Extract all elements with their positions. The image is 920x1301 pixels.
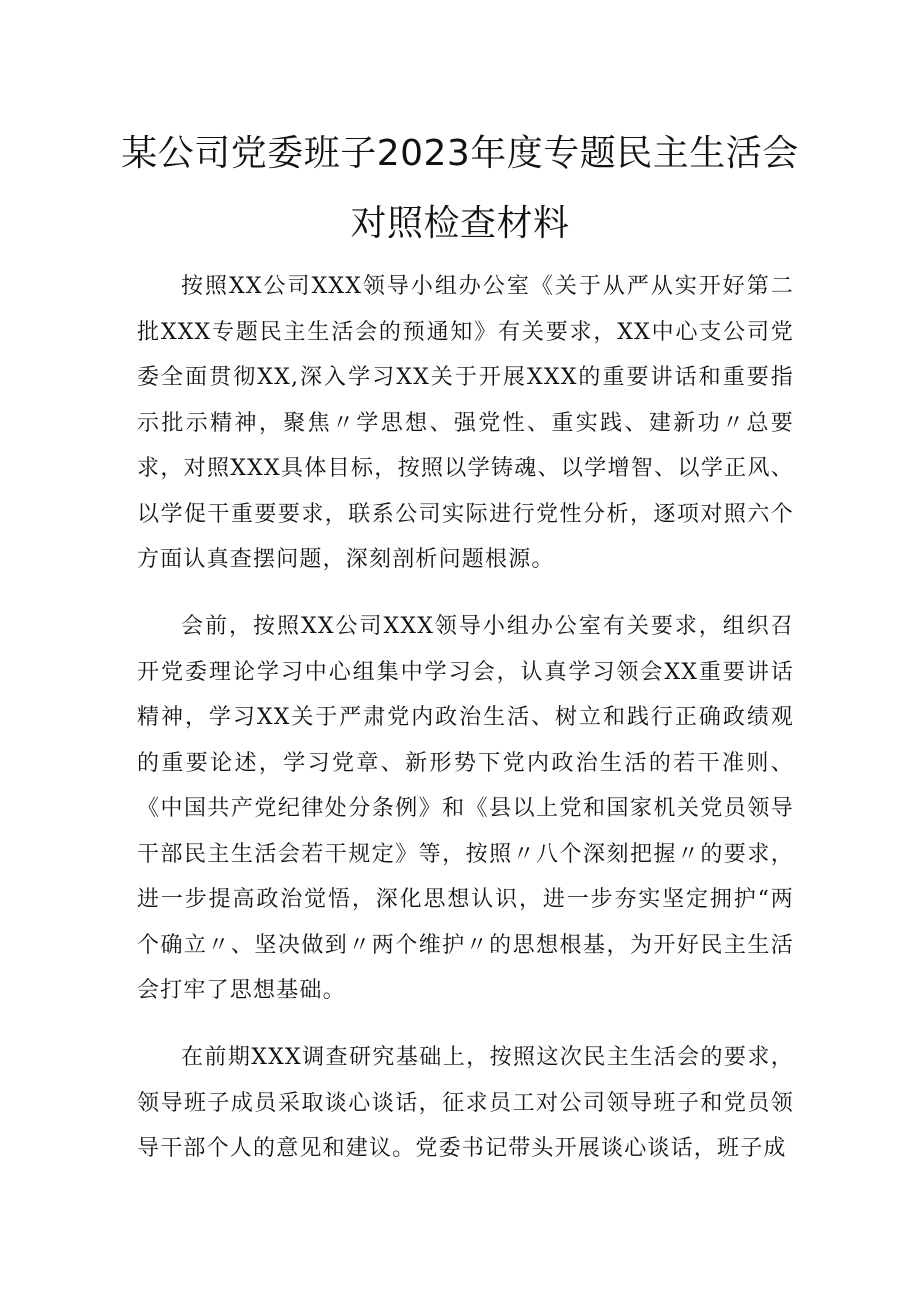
paragraph-3: 在前期XXX调查研究基础上，按照这次民主生活会的要求，领导班子成员采取谈心谈话，征求员工对公司领导班子和党员领导干部个人的意见和建议。党委书记带头开展谈心谈话，班子成 [137,1045,794,1161]
document-title: 某公司党委班子2023年度专题民主生活会 [121,133,799,174]
paragraph-1: 按照XX公司XXX领导小组办公室《关于从严从实开好第二批XXX专题民主生活会的预通知》有关要求，XX中心支公司党委全面贯彻XX,深入学习XX关于开展XXX的重要讲话和重要指示批示精神，聚焦〃学思想、强党性、重实践、建新功〃总要求，对照XXX具体目标，按照以学铸魂、以学增智、以学正风、以学促干重要要求，联系公司实际进行党性分析，逐项对照六个方面认真查摆问题，深刻剖析问题根源。 [137,274,794,572]
document-subtitle: 对照检查材料 [350,203,570,244]
paragraph-2: 会前，按照XX公司XXX领导小组办公室有关要求，组织召开党委理论学习中心组集中学习会，认真学习领会XX重要讲话精神，学习XX关于严肃党内政治生活、树立和践行正确政绩观的重要论述，学习党章、新形势下党内政治生活的若干准则、《中国共产党纪律处分条例》和《县以上党和国家机关党员领导干部民主生活会若干规定》等，按照〃八个深刻把握〃的要求，进一步提高政治觉悟，深化思想认识，进一步夯实坚定拥护“两个确立〃、坚决做到〃两个维护〃的思想根基，为开好民主生活会打牢了思想基础。 [137,614,794,1003]
